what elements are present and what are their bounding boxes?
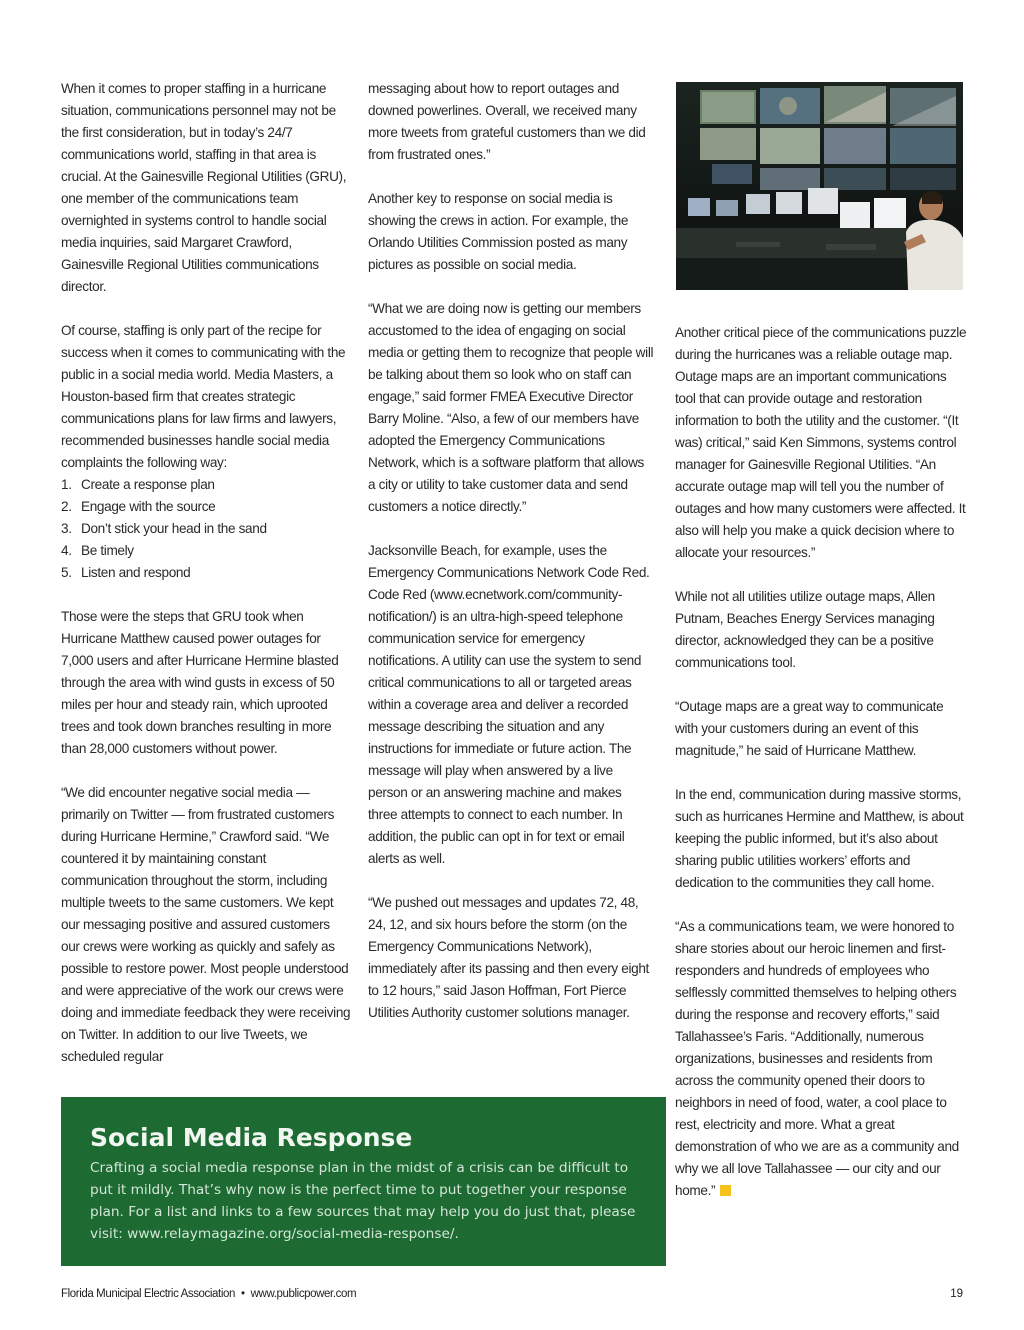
tips-list — [61, 474, 351, 584]
column-2 — [368, 78, 654, 1046]
footer — [61, 1288, 356, 1300]
closing-quote: “As a communications team, we were honored to share stories about our heroic linemen and first-responders and hundreds of employees who selflessly committed themselves to helping others during the response and recovery efforts,” said Tallahassee’s Faris. “Additionally, numerous organizations, businesses and residents from across the community opened their doors to neighbors in need of food, water, a cool place to rest, electricity and more. What a great demonstration of who we are as a community and why we all love Tallahassee — our city and our home.” — [675, 919, 959, 1198]
paragraph: Another critical piece of the communications puzzle during the hurricanes was a reliable outage map. Outage maps are an important communications tool that can provide outage and restoration information to both the utility and the customer. “(It was) critical,” said Ken Simmons, systems control manager for Gainesville Regional Utilities. “An accurate outage map will tell you the number of outages and how many customers were affected. It also will help you make a quick decision where to allocate your resources.” — [675, 325, 967, 560]
social-media-response-box — [61, 1097, 666, 1266]
paragraph: Jacksonville Beach, for example, uses the Emergency Communications Network Code Red. Code Red (www.ecnetwork.com/community-notification/) is an ultra-high-speed telephone communication service for emergency notifications. A utility can use the system to send critical communications to all or targeted areas within a coverage area and deliver a recorded message describing the situation and any instructions for immediate or future action. The message will play when answered by a live person or an answering machine and makes three attempts to connect to each number. In addition, the public can opt in for text or email alerts as well. — [368, 543, 650, 866]
column-1 — [61, 78, 351, 1090]
paragraph: Those were the steps that GRU took when Hurricane Matthew caused power outages for 7,000 users and after Hurricane Hermine blasted through the area with wind gusts in excess of 50 miles per hour and steady rain, which uprooted trees and took down branches resulting in more than 28,000 customers without power. — [61, 609, 339, 756]
control-room-photo — [676, 82, 963, 290]
paragraph: When it comes to proper staffing in a hurricane situation, communications personnel may not be the first consideration, but in today’s 24/7 communications world, staffing in that area is crucial. At the Gainesville Regional Utilities (GRU), one member of the communications team overnighted in systems control to handle social media inquiries, said Margaret Crawford, Gainesville Regional Utilities communications director. — [61, 81, 347, 294]
paragraph: Another key to response on social media is showing the crews in action. For example, the Orlando Utilities Commission posted as many pictures as possible on social media. — [368, 191, 629, 272]
column-3 — [675, 322, 967, 1202]
paragraph: “Outage maps are a great way to communicate with your customers during an event of this magnitude,” he said of Hurricane Matthew. — [675, 699, 944, 758]
sidebar-title: Social Media Response — [90, 1123, 413, 1152]
list-item: 2. Engage with the source — [61, 499, 216, 514]
footer-bullet: • — [241, 1288, 245, 1300]
end-mark-icon — [720, 1185, 731, 1196]
paragraph: “We pushed out messages and updates 72, 48, 24, 12, and six hours before the storm (on the Emergency Communications Network), immediately after its passing and then every eight to 12 hours,” said Jason Hoffman, Fort Pierce Utilities Authority customer solutions manager. — [368, 895, 649, 1020]
list-item: 4. Be timely — [61, 543, 134, 558]
sidebar-body: Crafting a social media response plan in the midst of a crisis can be difficult to put it mildly. That’s why now is the perfect time to put together your response plan. For a list and links to a few sources that may help you do just that, please visit: www.relaymagazine.org/social-media-response/. — [90, 1160, 636, 1242]
footer-org: Florida Municipal Electric Association — [61, 1288, 235, 1300]
paragraph: messaging about how to report outages and downed powerlines. Overall, we received many more tweets from grateful customers than we did from frustrated ones.” — [368, 81, 646, 162]
control-room-illustration — [676, 82, 963, 290]
footer-site: www.publicpower.com — [250, 1288, 357, 1300]
paragraph: While not all utilities utilize outage maps, Allen Putnam, Beaches Energy Services managing director, acknowledged they can be a positive communications tool. — [675, 589, 935, 670]
paragraph — [675, 916, 967, 1202]
paragraph: “What we are doing now is getting our members accustomed to the idea of engaging on social media or getting them to recognize that people will be talking about them so look who on staff can engage,” said former FMEA Executive Director Barry Moline. “Also, a few of our members have adopted the Emergency Communications Network, which is a software platform that allows a city or utility to take customer data and send customers a notice directly.” — [368, 301, 654, 514]
list-item: 3. Don’t stick your head in the sand — [61, 521, 267, 536]
paragraph: In the end, communication during massive storms, such as hurricanes Hermine and Matthew, is about keeping the public informed, but it’s also about sharing public utilities workers’ efforts and dedication to the communities they call home. — [675, 787, 964, 890]
list-item: 1. Create a response plan — [61, 477, 215, 492]
paragraph: Of course, staffing is only part of the recipe for success when it comes to communicating with the public in a social media world. Media Masters, a Houston-based firm that creates strategic communications plans for law firms and lawyers, recommended businesses handle social media complaints the following way: — [61, 323, 346, 470]
paragraph: “We did encounter negative social media — primarily on Twitter — from frustrated customers during Hurricane Hermine,” Crawford said. “We countered it by maintaining constant communication throughout the storm, including multiple tweets to the same customers. We kept our messaging positive and assured customers our crews were working as quickly and safely as possible to restore power. Most people understood and were appreciative of the work our crews were doing and immediate feedback they were receiving on Twitter. In addition to our live Tweets, we scheduled regular — [61, 785, 351, 1064]
page-number: 19 — [950, 1288, 963, 1300]
list-item: 5. Listen and respond — [61, 565, 191, 580]
